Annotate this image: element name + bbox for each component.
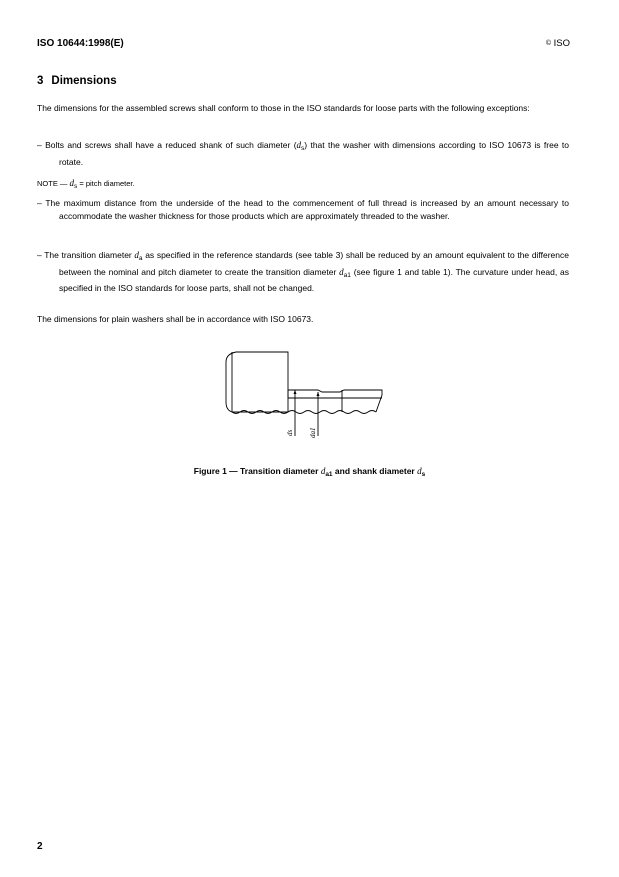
item3-sub2: a1 [343,271,351,279]
closing-paragraph: The dimensions for plain washers shall be in accordance with ISO 10673. [37,314,314,324]
note-label: NOTE — [37,179,68,188]
item3-text-c: (see figure 1 and table 1). The curvature under head, as specified in the ISO standards for loose parts, shall not be changed. [59,266,569,294]
note [37,178,135,190]
caption-prefix: Figure 1 — Transition diameter [193,466,321,476]
item3-text-b: as specified in the reference standards (see table 3) shall be reduced by an amount equivalent to the difference between the nominal and pitch diameter to create the transition diameter [59,250,569,277]
section-title: Dimensions [51,75,117,87]
caption-middle: and shank diameter [332,466,418,476]
caption-var1: d [320,466,326,476]
section-heading [37,75,117,87]
item1-sub: s [301,145,305,152]
exception-item-1 [37,139,569,168]
document-id: ISO 10644:1998(E) [37,38,124,49]
bolt-head [226,352,288,412]
ds-arrow [294,390,297,394]
item1-var: d [296,140,302,150]
publisher: ISO [553,38,570,49]
item3-text-a: – The transition diameter [37,250,135,260]
page-number: 2 [37,841,43,852]
note-sub: s [74,183,78,190]
shank [288,390,382,412]
copyright-symbol: © [545,40,551,47]
note-text: = pitch diameter. [77,179,135,188]
caption-sub1: a1 [325,471,333,478]
exception-item-3 [37,249,569,295]
item1-text-a: – Bolts and screws shall have a reduced shank of such diameter ( [37,140,297,150]
ds-label: ds [286,429,294,436]
exception-item-2: – The maximum distance from the underside of the head to the commencement of full thread is increased by an amount necessary to accommodate the washer thickness for those products which are approximately threaded to the washer. [37,198,569,221]
item3-var1: d [134,250,139,260]
figure-caption [0,466,619,478]
da1-label: da1 [309,427,317,438]
item1-text-b: ) that the washer with dimensions according to ISO 10673 is free to rotate. [59,140,569,167]
copyright-notice [546,38,570,49]
item3-var2: d [339,266,344,277]
caption-var2: d [417,466,422,476]
section-number: 3 [37,75,44,87]
note-var: d [69,178,75,188]
figure-1-drawing [222,350,392,440]
caption-sub2: s [421,471,426,478]
intro-paragraph: The dimensions for the assembled screws shall conform to those in the ISO standards for loose parts with the following exceptions: [37,103,530,113]
item3-sub1: a [138,255,143,262]
da1-arrow [317,392,320,396]
